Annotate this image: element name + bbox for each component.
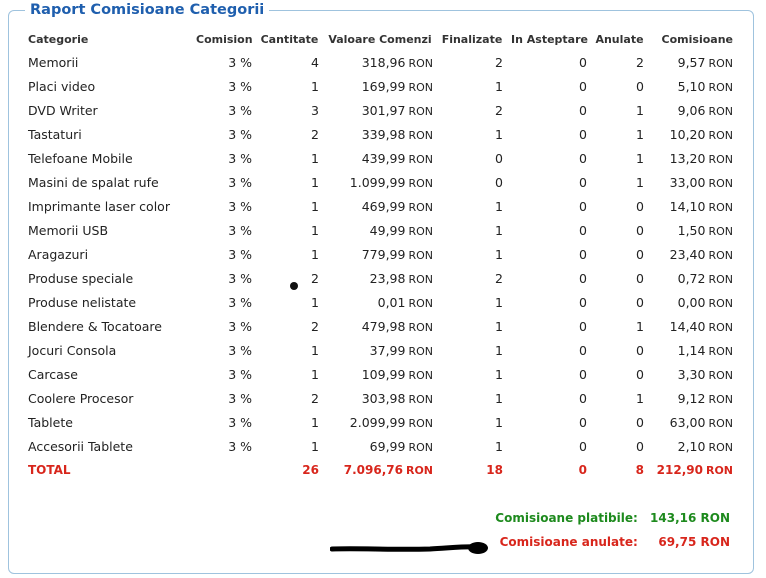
cell-comisioane-currency: RON <box>708 224 733 238</box>
table-row <box>24 50 737 74</box>
cell-comisioane <box>648 266 737 290</box>
cell-cantitate: 1 <box>311 246 319 262</box>
cell-valoare-amount: 23,98 <box>369 270 406 286</box>
total-valoare <box>323 458 437 482</box>
cell-valoare <box>323 122 437 146</box>
cell-categorie: Placi video <box>28 78 96 94</box>
cell-categorie: Memorii <box>28 54 79 70</box>
cancelled-commissions-value <box>642 535 730 549</box>
cell-cantitate: 1 <box>311 150 319 166</box>
cell-valoare <box>323 386 437 410</box>
table-row <box>24 266 737 290</box>
cell-comisioane-amount: 33,00 <box>669 174 706 190</box>
cell-comision: 3 % <box>228 414 252 430</box>
cell-comisioane-amount: 9,57 <box>677 54 706 70</box>
cell-categorie: Produse speciale <box>28 270 134 286</box>
table-row <box>24 146 737 170</box>
header-in-asteptare: In Asteptare <box>511 32 588 46</box>
cell-comisioane-amount: 5,10 <box>677 78 706 94</box>
total-comisioane <box>648 458 737 482</box>
header-valoare-comenzi: Valoare Comenzi <box>328 32 432 46</box>
cell-finalizate: 1 <box>495 294 503 310</box>
cell-valoare-amount: 469,99 <box>361 198 406 214</box>
header-comisioane: Comisioane <box>661 32 733 46</box>
cell-comisioane <box>648 122 737 146</box>
cell-valoare <box>323 74 437 98</box>
cell-categorie: Blendere & Tocatoare <box>28 318 162 334</box>
cell-comisioane-currency: RON <box>708 344 733 358</box>
cell-comision: 3 % <box>228 174 252 190</box>
cell-valoare <box>323 50 437 74</box>
cell-anulate: 2 <box>636 54 644 70</box>
total-comisioane-amount: 212,90 <box>656 463 703 477</box>
cell-finalizate: 1 <box>495 222 503 238</box>
cell-comisioane-amount: 3,30 <box>677 366 706 382</box>
cell-cantitate: 1 <box>311 78 319 94</box>
table-row <box>24 410 737 434</box>
cell-comisioane-currency: RON <box>708 176 733 190</box>
cell-comisioane-currency: RON <box>708 296 733 310</box>
total-cantitate: 26 <box>302 463 319 477</box>
cell-comision: 3 % <box>228 294 252 310</box>
header-comision: Comision <box>196 32 253 46</box>
cell-anulate: 0 <box>636 78 644 94</box>
cell-comisioane-amount: 63,00 <box>669 414 706 430</box>
cell-comision: 3 % <box>228 222 252 238</box>
cell-valoare-amount: 109,99 <box>361 366 406 382</box>
cell-valoare-amount: 0,01 <box>377 294 406 310</box>
total-finalizate: 18 <box>486 463 503 477</box>
cell-comisioane <box>648 218 737 242</box>
cell-finalizate: 1 <box>495 438 503 454</box>
table-row <box>24 314 737 338</box>
cell-valoare <box>323 338 437 362</box>
cell-categorie: Memorii USB <box>28 222 109 238</box>
cell-comisioane <box>648 170 737 194</box>
cell-in-asteptare: 0 <box>579 126 587 142</box>
cell-comisioane-currency: RON <box>708 368 733 382</box>
payable-commissions-value <box>642 511 730 525</box>
cell-in-asteptare: 0 <box>579 318 587 334</box>
cell-comisioane-currency: RON <box>708 56 733 70</box>
cell-valoare-amount: 303,98 <box>361 390 406 406</box>
cell-comision: 3 % <box>228 198 252 214</box>
header-anulate: Anulate <box>595 32 644 46</box>
cell-categorie: Carcase <box>28 366 78 382</box>
cell-categorie: Aragazuri <box>28 246 89 262</box>
cell-valoare-amount: 479,98 <box>361 318 406 334</box>
cell-comision: 3 % <box>228 246 252 262</box>
cell-valoare-currency: RON <box>408 392 433 406</box>
header-finalizate: Finalizate <box>441 32 503 46</box>
cell-comisioane-amount: 0,72 <box>677 270 706 286</box>
cell-anulate: 1 <box>636 174 644 190</box>
cell-valoare-amount: 169,99 <box>361 78 406 94</box>
cell-in-asteptare: 0 <box>579 366 587 382</box>
cell-comision: 3 % <box>228 366 252 382</box>
cell-categorie: Telefoane Mobile <box>28 150 133 166</box>
cancelled-commissions-currency: RON <box>700 535 730 549</box>
cell-cantitate: 2 <box>311 390 319 406</box>
cell-valoare-currency: RON <box>408 296 433 310</box>
table-row <box>24 290 737 314</box>
cell-comisioane <box>648 98 737 122</box>
cell-valoare <box>323 410 437 434</box>
table-row <box>24 74 737 98</box>
cell-cantitate: 1 <box>311 174 319 190</box>
cell-comisioane <box>648 74 737 98</box>
cell-categorie: DVD Writer <box>28 102 98 118</box>
cell-comisioane-currency: RON <box>708 272 733 286</box>
cell-anulate: 1 <box>636 126 644 142</box>
cell-comisioane <box>648 386 737 410</box>
table-row <box>24 338 737 362</box>
cell-valoare-currency: RON <box>408 128 433 142</box>
cell-valoare-amount: 318,96 <box>361 54 406 70</box>
cell-valoare-currency: RON <box>408 248 433 262</box>
cell-comisioane <box>648 50 737 74</box>
cell-finalizate: 1 <box>495 342 503 358</box>
cell-valoare-amount: 49,99 <box>369 222 406 238</box>
cell-cantitate: 1 <box>311 222 319 238</box>
table-row <box>24 194 737 218</box>
total-valoare-amount: 7.096,76 <box>343 463 403 477</box>
cell-comision: 3 % <box>228 318 252 334</box>
cell-valoare-currency: RON <box>408 176 433 190</box>
payable-commissions-amount: 143,16 <box>650 511 697 525</box>
table-row <box>24 170 737 194</box>
cell-comisioane <box>648 194 737 218</box>
cell-comisioane-amount: 9,06 <box>677 102 706 118</box>
cell-anulate: 1 <box>636 390 644 406</box>
cell-in-asteptare: 0 <box>579 414 587 430</box>
cell-categorie: Jocuri Consola <box>28 342 117 358</box>
cell-anulate: 0 <box>636 270 644 286</box>
cell-cantitate: 1 <box>311 414 319 430</box>
cell-categorie: Accesorii Tablete <box>28 438 133 454</box>
cell-valoare-currency: RON <box>408 104 433 118</box>
cell-comisioane-amount: 0,00 <box>677 294 706 310</box>
cell-valoare <box>323 314 437 338</box>
cell-valoare <box>323 218 437 242</box>
cell-valoare-currency: RON <box>408 440 433 454</box>
cell-comision: 3 % <box>228 438 252 454</box>
cell-comisioane-amount: 1,14 <box>677 342 706 358</box>
cell-finalizate: 2 <box>495 270 503 286</box>
cell-comisioane-amount: 23,40 <box>669 246 706 262</box>
table-row <box>24 386 737 410</box>
cell-valoare-currency: RON <box>408 152 433 166</box>
cell-finalizate: 1 <box>495 78 503 94</box>
cancelled-commissions-amount: 69,75 <box>658 535 697 549</box>
cell-categorie: Masini de spalat rufe <box>28 174 159 190</box>
redaction-scribble <box>330 540 490 556</box>
cell-comisioane-currency: RON <box>708 440 733 454</box>
cell-valoare-currency: RON <box>408 80 433 94</box>
cell-categorie: Imprimante laser color <box>28 198 170 214</box>
cell-comisioane-currency: RON <box>708 416 733 430</box>
cell-comisioane-amount: 2,10 <box>677 438 706 454</box>
cell-categorie: Tablete <box>28 414 73 430</box>
cell-in-asteptare: 0 <box>579 174 587 190</box>
cell-in-asteptare: 0 <box>579 246 587 262</box>
cell-comisioane-amount: 14,10 <box>669 198 706 214</box>
cell-in-asteptare: 0 <box>579 54 587 70</box>
cell-finalizate: 0 <box>495 174 503 190</box>
total-valoare-currency: RON <box>405 464 433 477</box>
cancelled-commissions-label: Comisioane anulate: <box>499 535 638 549</box>
cell-comisioane-amount: 9,12 <box>677 390 706 406</box>
cell-valoare-amount: 37,99 <box>369 342 406 358</box>
cell-anulate: 0 <box>636 342 644 358</box>
cell-in-asteptare: 0 <box>579 294 587 310</box>
table-row <box>24 362 737 386</box>
cell-anulate: 1 <box>636 150 644 166</box>
cell-valoare-amount: 439,99 <box>361 150 406 166</box>
table-row <box>24 98 737 122</box>
cell-comisioane <box>648 410 737 434</box>
cell-in-asteptare: 0 <box>579 198 587 214</box>
cell-valoare <box>323 290 437 314</box>
cell-comisioane <box>648 338 737 362</box>
total-anulate: 8 <box>635 463 644 477</box>
table-row <box>24 218 737 242</box>
cell-cantitate: 1 <box>311 342 319 358</box>
cell-valoare <box>323 194 437 218</box>
cell-anulate: 0 <box>636 414 644 430</box>
cell-comisioane-currency: RON <box>708 248 733 262</box>
cell-valoare <box>323 170 437 194</box>
cell-finalizate: 2 <box>495 54 503 70</box>
cell-valoare-amount: 301,97 <box>361 102 406 118</box>
total-comision <box>192 458 256 482</box>
cancelled-commissions-line <box>500 535 730 549</box>
cell-valoare-amount: 69,99 <box>369 438 406 454</box>
cell-valoare <box>323 98 437 122</box>
cell-in-asteptare: 0 <box>579 390 587 406</box>
stray-dot-mark <box>290 282 298 290</box>
total-comisioane-currency: RON <box>705 464 733 477</box>
cell-cantitate: 2 <box>311 270 319 286</box>
cell-comision: 3 % <box>228 78 252 94</box>
cell-comisioane-amount: 13,20 <box>669 150 706 166</box>
cell-finalizate: 1 <box>495 414 503 430</box>
cell-in-asteptare: 0 <box>579 438 587 454</box>
cell-cantitate: 1 <box>311 198 319 214</box>
cell-valoare-amount: 339,98 <box>361 126 406 142</box>
cell-valoare <box>323 434 437 458</box>
cell-comisioane-currency: RON <box>708 200 733 214</box>
cell-cantitate: 4 <box>311 54 319 70</box>
cell-valoare-currency: RON <box>408 368 433 382</box>
table-body <box>24 50 737 458</box>
cell-comisioane <box>648 314 737 338</box>
cell-anulate: 1 <box>636 102 644 118</box>
cell-finalizate: 1 <box>495 318 503 334</box>
cell-finalizate: 1 <box>495 126 503 142</box>
cell-finalizate: 1 <box>495 246 503 262</box>
cell-valoare-currency: RON <box>408 344 433 358</box>
table-row <box>24 434 737 458</box>
cell-finalizate: 1 <box>495 198 503 214</box>
cell-valoare-currency: RON <box>408 200 433 214</box>
cell-valoare <box>323 362 437 386</box>
cell-finalizate: 2 <box>495 102 503 118</box>
cell-cantitate: 2 <box>311 318 319 334</box>
cell-comision: 3 % <box>228 342 252 358</box>
cell-in-asteptare: 0 <box>579 150 587 166</box>
cell-comisioane <box>648 290 737 314</box>
header-cantitate: Cantitate <box>260 32 319 46</box>
cell-comisioane-amount: 1,50 <box>677 222 706 238</box>
cell-comisioane-amount: 14,40 <box>669 318 706 334</box>
table-row <box>24 122 737 146</box>
cell-comisioane-currency: RON <box>708 128 733 142</box>
cell-anulate: 0 <box>636 222 644 238</box>
report-title: Raport Comisioane Categorii <box>25 0 269 20</box>
cell-comisioane-currency: RON <box>708 152 733 166</box>
cell-comision: 3 % <box>228 54 252 70</box>
cell-valoare-amount: 779,99 <box>361 246 406 262</box>
cell-comision: 3 % <box>228 102 252 118</box>
table-row <box>24 242 737 266</box>
payable-commissions-currency: RON <box>700 511 730 525</box>
cell-finalizate: 1 <box>495 390 503 406</box>
cell-finalizate: 0 <box>495 150 503 166</box>
table-header-row <box>24 28 737 50</box>
cell-cantitate: 3 <box>311 102 319 118</box>
cell-cantitate: 2 <box>311 126 319 142</box>
cell-comisioane-currency: RON <box>708 104 733 118</box>
cell-comisioane-currency: RON <box>708 320 733 334</box>
total-row <box>24 458 737 482</box>
cell-in-asteptare: 0 <box>579 102 587 118</box>
cell-in-asteptare: 0 <box>579 342 587 358</box>
cell-valoare-currency: RON <box>408 272 433 286</box>
cell-anulate: 0 <box>636 198 644 214</box>
cell-comisioane <box>648 242 737 266</box>
cell-cantitate: 1 <box>311 366 319 382</box>
cell-comisioane <box>648 434 737 458</box>
cell-comisioane-currency: RON <box>708 80 733 94</box>
cell-comision: 3 % <box>228 390 252 406</box>
cell-cantitate: 1 <box>311 294 319 310</box>
cell-finalizate: 1 <box>495 366 503 382</box>
cell-valoare <box>323 146 437 170</box>
cell-valoare-currency: RON <box>408 224 433 238</box>
cell-comision: 3 % <box>228 150 252 166</box>
category-commission-table <box>24 28 737 482</box>
header-categorie: Categorie <box>28 32 89 46</box>
cell-valoare-currency: RON <box>408 320 433 334</box>
cell-valoare-amount: 2.099,99 <box>349 414 406 430</box>
cell-anulate: 0 <box>636 366 644 382</box>
cell-comisioane-currency: RON <box>708 392 733 406</box>
payable-commissions-line <box>495 511 730 525</box>
cell-categorie: Produse nelistate <box>28 294 137 310</box>
cell-comision: 3 % <box>228 126 252 142</box>
cell-valoare-currency: RON <box>408 416 433 430</box>
cell-comisioane <box>648 362 737 386</box>
cell-valoare-currency: RON <box>408 56 433 70</box>
cell-in-asteptare: 0 <box>579 78 587 94</box>
cell-anulate: 0 <box>636 246 644 262</box>
cell-valoare <box>323 242 437 266</box>
cell-comisioane-amount: 10,20 <box>669 126 706 142</box>
cell-valoare-amount: 1.099,99 <box>349 174 406 190</box>
cell-in-asteptare: 0 <box>579 270 587 286</box>
payable-commissions-label: Comisioane platibile: <box>495 511 638 525</box>
cell-anulate: 1 <box>636 318 644 334</box>
cell-comision: 3 % <box>228 270 252 286</box>
cell-valoare <box>323 266 437 290</box>
cell-anulate: 0 <box>636 294 644 310</box>
cell-anulate: 0 <box>636 438 644 454</box>
total-label: TOTAL <box>28 463 71 477</box>
total-asteptare: 0 <box>578 463 587 477</box>
cell-comisioane <box>648 146 737 170</box>
cell-cantitate: 1 <box>311 438 319 454</box>
cell-categorie: Coolere Procesor <box>28 390 134 406</box>
cell-categorie: Tastaturi <box>28 126 82 142</box>
cell-in-asteptare: 0 <box>579 222 587 238</box>
